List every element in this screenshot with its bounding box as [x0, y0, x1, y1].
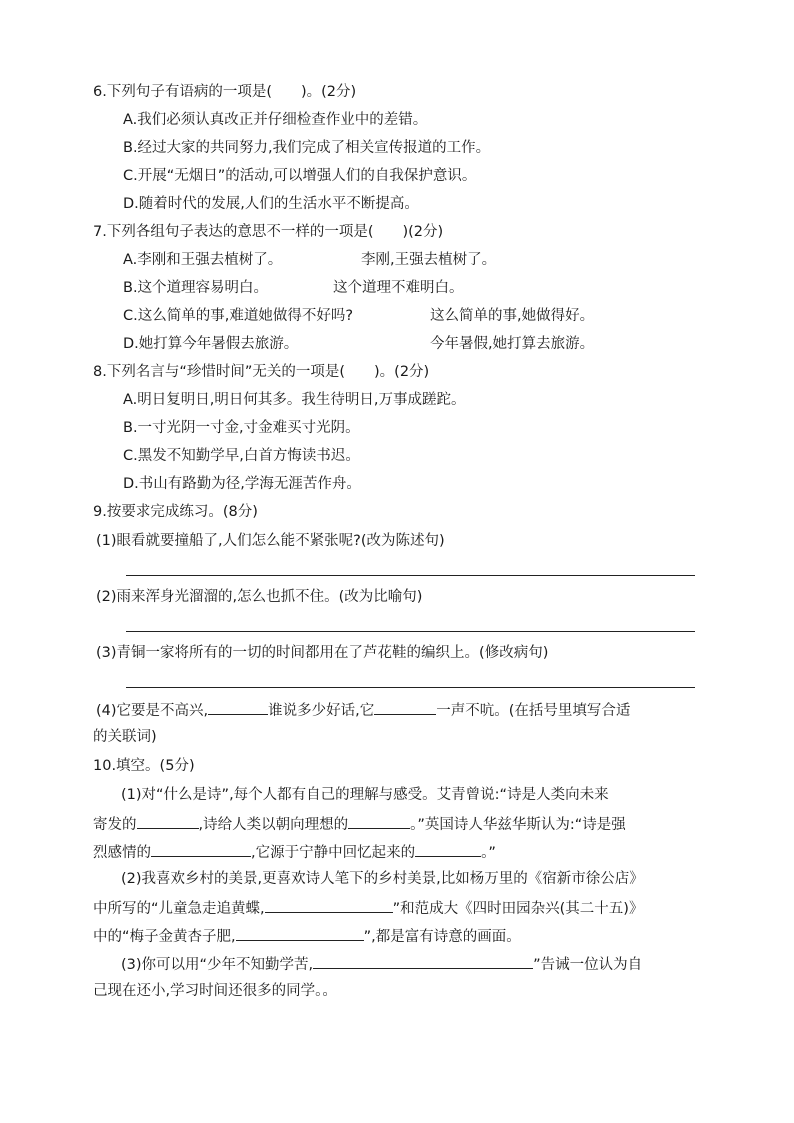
q7-option-a-right: 李刚,王强去植树了。	[361, 252, 497, 268]
q9-stem: 9.按要求完成练习。(8分)	[93, 504, 258, 520]
q9-item-3: (3)青铜一家将所有的一切的时间都用在了芦花鞋的编织上。(修改病句)	[96, 645, 549, 661]
q10-p2-text-b: 中所写的“儿童急走追黄蝶,	[93, 901, 265, 917]
q10-p1-text-d: 。”英国诗人华兹华斯认为:“诗是强	[410, 817, 626, 833]
q7-option-b-left: B.这个道理容易明白。	[123, 280, 269, 296]
q10-p1-line2	[93, 813, 626, 835]
q10-p1-text-f: ,它源于宁静中回忆起来的	[251, 845, 416, 861]
q8-option-d: D.书山有路勤为径,学海无涯苦作舟。	[123, 476, 361, 492]
q9-item-4-part-b: 谁说多少好话,它	[268, 703, 375, 719]
q10-p1-line3	[93, 841, 496, 863]
q10-p3-text-b: ”告诫一位认为自	[533, 957, 643, 973]
q10-p3-text-a: (3)你可以用“少年不知勤学苦,	[121, 957, 314, 973]
q10-p1-text-c: ,诗给人类以朝向理想的	[198, 817, 349, 833]
q10-p1-text-b: 寄发的	[93, 817, 137, 833]
q9-answer-line-1[interactable]	[126, 575, 695, 576]
q9-item-4-line	[96, 699, 630, 721]
q7-option-a-left: A.李刚和王强去植树了。	[123, 252, 283, 268]
q9-item-4-blank-1[interactable]	[208, 699, 268, 715]
q10-p3-line1	[121, 953, 642, 975]
q6-stem: 6.下列句子有语病的一项是( )。(2分)	[93, 84, 357, 100]
q9-item-4-blank-2[interactable]	[374, 699, 436, 715]
q10-stem: 10.填空。(5分)	[93, 758, 195, 774]
q10-p2-text-d: 中的“梅子金黄杏子肥,	[93, 929, 236, 945]
q8-option-b: B.一寸光阴一寸金,寸金难买寸光阴。	[123, 420, 360, 436]
q10-p2-line1: (2)我喜欢乡村的美景,更喜欢诗人笔下的乡村美景,比如杨万里的《宿新市徐公店》	[121, 871, 644, 887]
q10-p1-blank-3[interactable]	[151, 841, 251, 857]
q6-option-a: A.我们必须认真改正并仔细检查作业中的差错。	[123, 112, 428, 128]
q9-item-2: (2)雨来浑身光溜溜的,怎么也抓不住。(改为比喻句)	[96, 589, 423, 605]
q8-option-c: C.黑发不知勤学早,白首方悔读书迟。	[123, 448, 360, 464]
q6-option-b: B.经过大家的共同努力,我们完成了相关宣传报道的工作。	[123, 140, 491, 156]
q10-p2-blank-1[interactable]	[265, 897, 393, 913]
q6-option-c: C.开展“无烟日”的活动,可以增强人们的自我保护意识。	[123, 168, 477, 184]
q9-item-4-continued: 的关联词)	[93, 729, 157, 745]
q7-option-d-right: 今年暑假,她打算去旅游。	[430, 336, 595, 352]
q10-p2-text-e: ”,都是富有诗意的画面。	[363, 929, 521, 945]
q10-p2-line2	[93, 897, 643, 919]
q7-option-c-right: 这么简单的事,她做得好。	[430, 308, 595, 324]
q10-p1-text-e: 烈感情的	[93, 845, 151, 861]
q6-option-d: D.随着时代的发展,人们的生活水平不断提高。	[123, 196, 419, 212]
q8-stem: 8.下列名言与“珍惜时间”无关的一项是( )。(2分)	[93, 364, 430, 380]
q9-answer-line-2[interactable]	[126, 631, 695, 632]
q10-p1-text-g: 。”	[481, 845, 496, 861]
q10-p2-blank-2[interactable]	[236, 925, 364, 941]
q10-p1-line1: (1)对“什么是诗”,每个人都有自己的理解与感受。艾青曾说:“诗是人类向未来	[121, 787, 609, 803]
q10-p1-blank-1[interactable]	[137, 813, 199, 829]
q9-item-4-part-c: 一声不吭。(在括号里填写合适	[436, 703, 631, 719]
q10-p1-blank-2[interactable]	[348, 813, 410, 829]
q9-item-1: (1)眼看就要撞船了,人们怎么能不紧张呢?(改为陈述句)	[96, 533, 445, 549]
q10-p1-blank-4[interactable]	[415, 841, 481, 857]
q9-item-4-part-a: (4)它要是不高兴,	[96, 703, 209, 719]
q8-option-a: A.明日复明日,明日何其多。我生待明日,万事成蹉跎。	[123, 392, 466, 408]
q7-option-b-right: 这个道理不难明白。	[333, 280, 464, 296]
q10-p2-text-c: ”和范成大《四时田园杂兴(其二十五)》	[392, 901, 644, 917]
q10-p2-line3	[93, 925, 521, 947]
q9-answer-line-3[interactable]	[126, 687, 695, 688]
q10-p3-blank-1[interactable]	[313, 953, 533, 969]
q10-p3-line2: 己现在还小,学习时间还很多的同学。。	[93, 983, 337, 999]
q7-option-c-left: C.这么简单的事,难道她做得不好吗?	[123, 308, 354, 324]
q7-stem: 7.下列各组句子表达的意思不一样的一项是( )(2分)	[93, 224, 444, 240]
q7-option-d-left: D.她打算今年暑假去旅游。	[123, 336, 299, 352]
